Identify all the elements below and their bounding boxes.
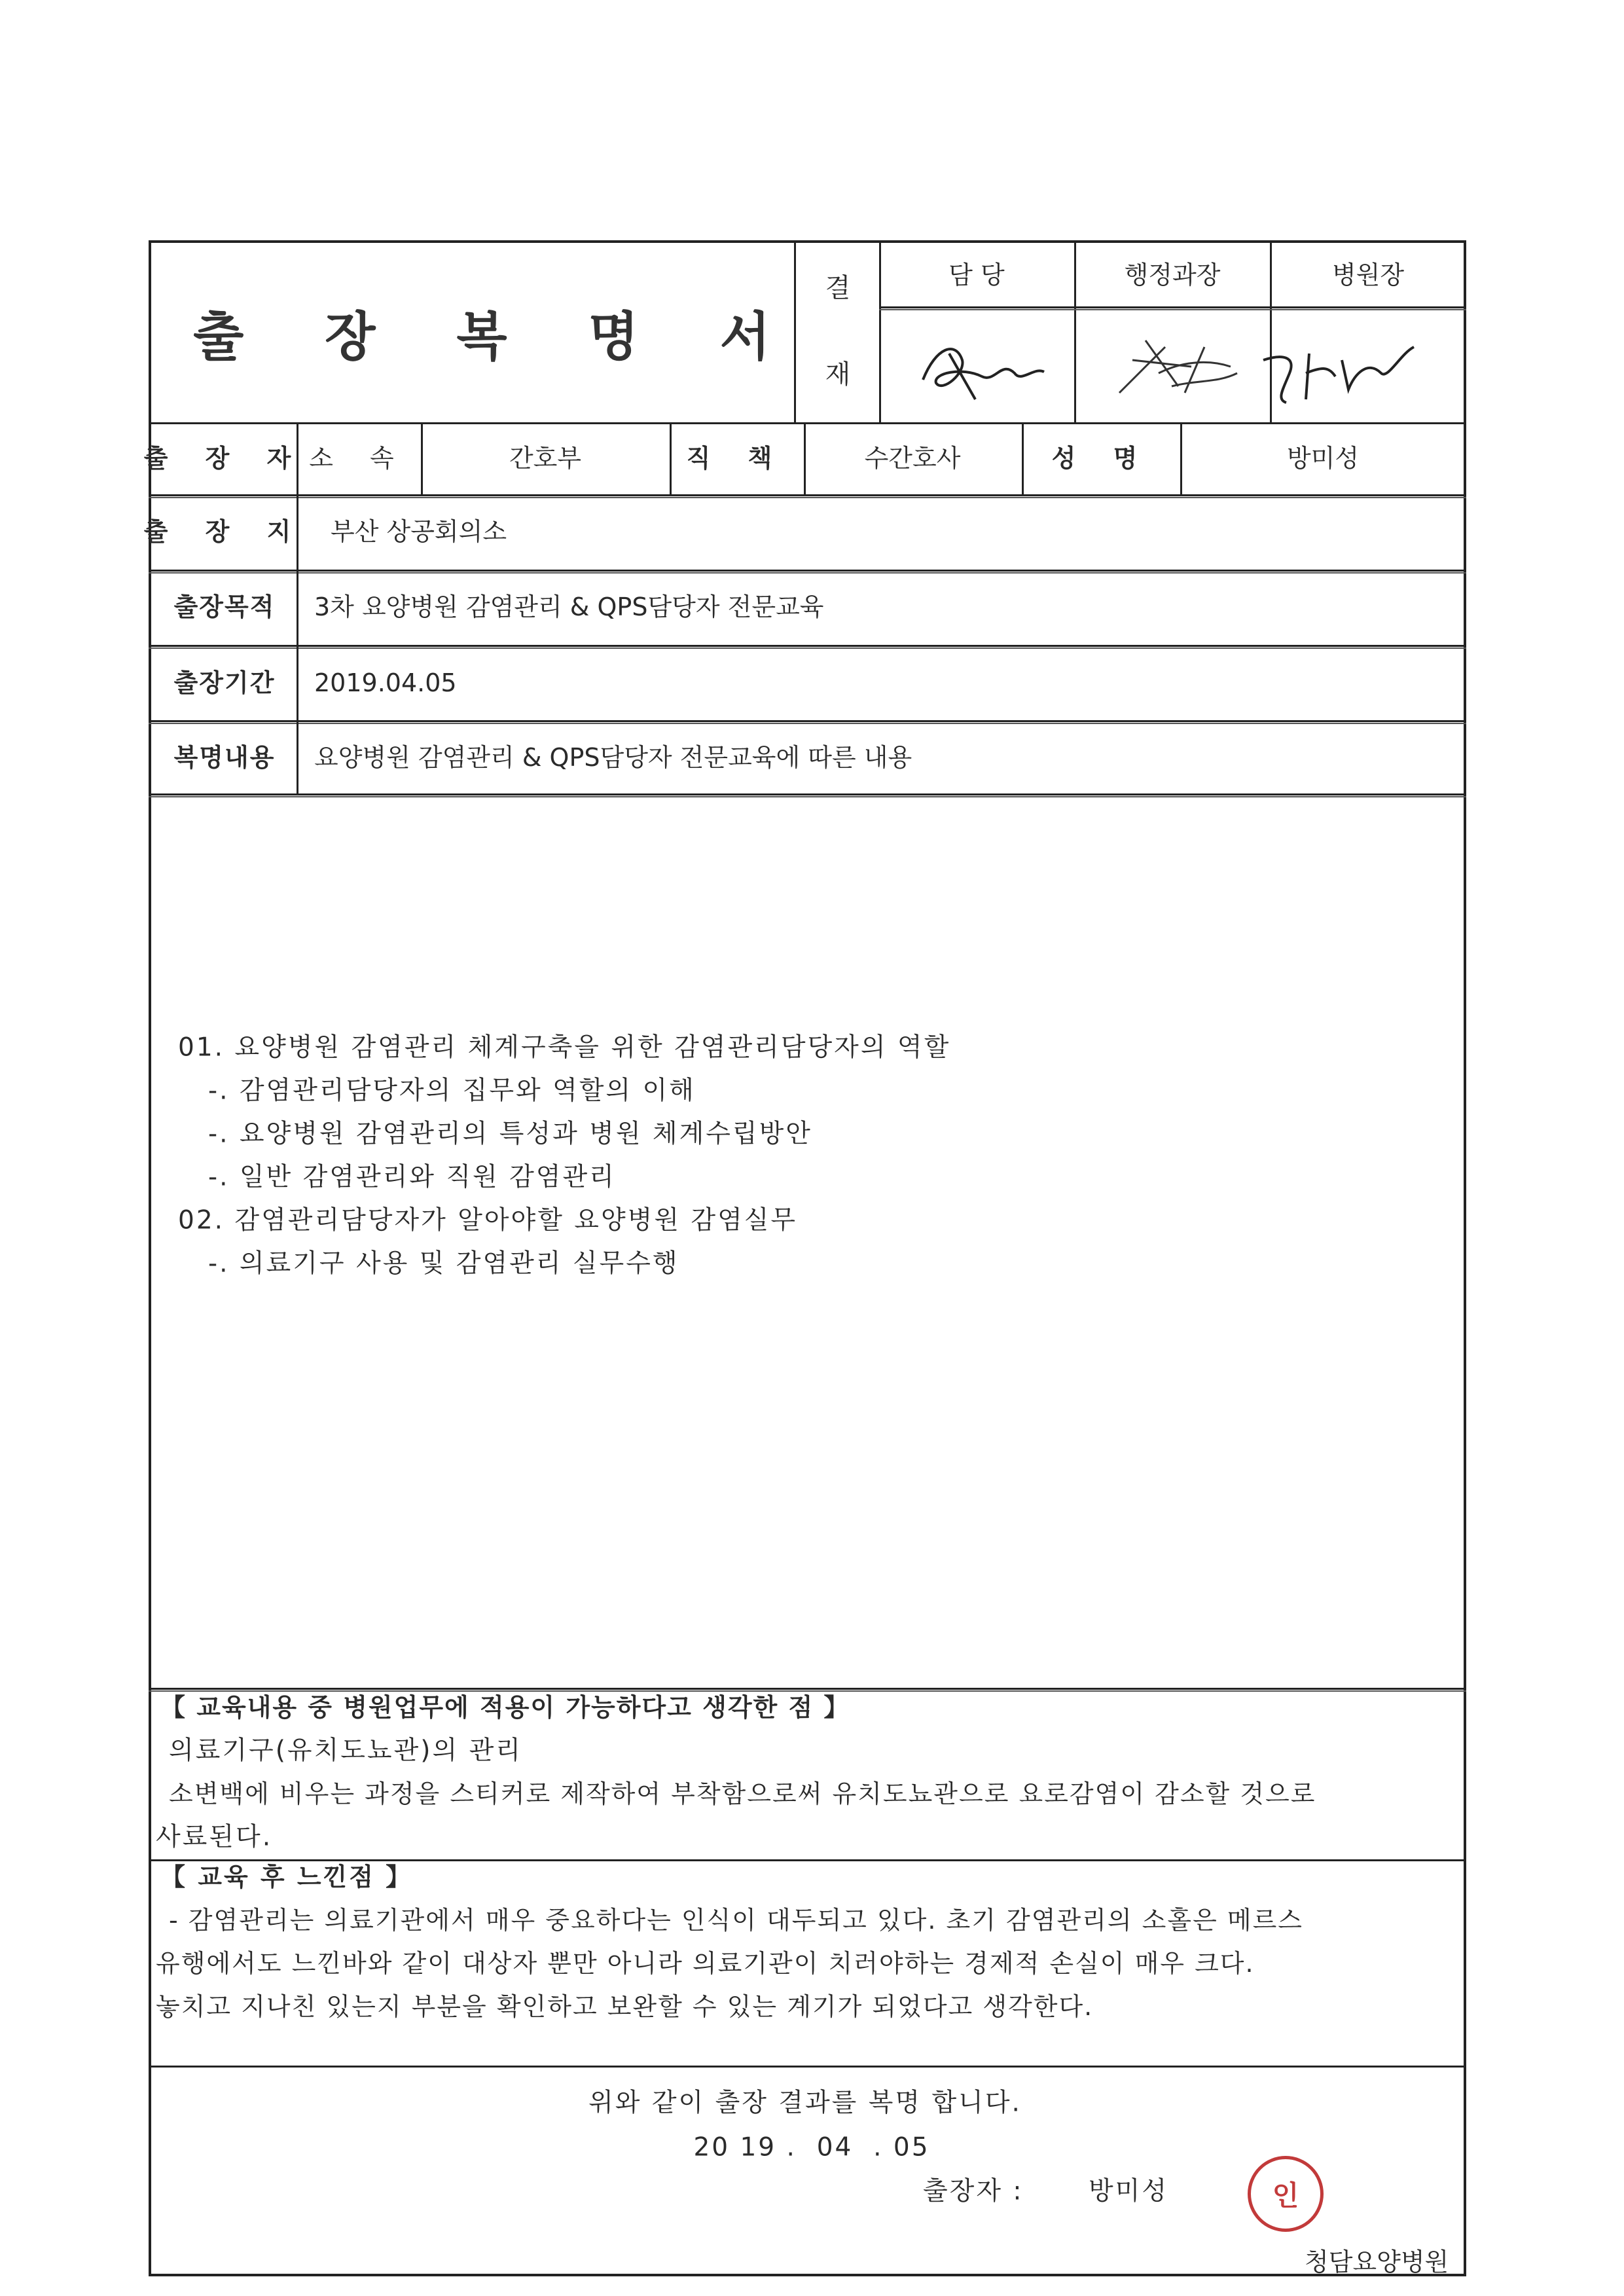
report-label: 복명내용 (173, 743, 276, 772)
content-line: -. 일반 감염관리와 직원 감염관리 (208, 1162, 616, 1192)
signer-name: 방미성 (1089, 2176, 1169, 2206)
divider (149, 1688, 1466, 1692)
divider (1180, 422, 1182, 494)
seal-text: 인 (1272, 2179, 1299, 2212)
content-line: -. 요양병원 감염관리의 특성과 병원 체계수립방안 (208, 1119, 812, 1149)
divider (149, 645, 1466, 649)
affiliation-label: 소 속 (309, 444, 408, 473)
content-line: 01. 요양병원 감염관리 체계구축을 위한 감염관리담당자의 역할 (178, 1032, 951, 1063)
name-label: 성 명 (1051, 444, 1152, 473)
divider (804, 422, 806, 494)
purpose-value: 3차 요양병원 감염관리 & QPS담당자 전문교육 (314, 592, 824, 621)
divider (149, 494, 1466, 498)
applicable-line: 사료된다. (156, 1822, 273, 1852)
divider (149, 570, 1466, 574)
seal-stamp (1248, 2156, 1324, 2232)
divider (149, 720, 1466, 724)
signature-admin-manager (1106, 321, 1257, 412)
report-value: 요양병원 감염관리 & QPS담당자 전문교육에 따른 내용 (314, 743, 912, 772)
traveler-label: 출 장 자 (143, 444, 306, 473)
name-value: 방미성 (1286, 444, 1360, 473)
impressions-line: 놓치고 지나친 있는지 부분을 확인하고 보완할 수 있는 계기가 되었다고 생각한다. (156, 1992, 1094, 2021)
approval-label-bottom: 재 (825, 359, 851, 390)
impressions-line: - 감염관리는 의료기관에서 매우 중요하다는 인식이 대두되고 있다. 초기 감염관리의 소홀은 메르스 (169, 1906, 1303, 1935)
content-line: 02. 감염관리담당자가 알아야할 요양병원 감염실무 (178, 1205, 798, 1235)
approval-label-top: 결 (825, 273, 851, 303)
approval-column-staff: 담 당 (948, 261, 1005, 289)
impressions-line: 유행에서도 느낀바와 같이 대상자 뿐만 아니라 의료기관이 치러야하는 경제적 손실이 매우 크다. (156, 1949, 1255, 1978)
hospital-name: 청담요양병원 (1305, 2248, 1449, 2276)
signature-director (1250, 327, 1427, 412)
affiliation-value: 간호부 (509, 444, 582, 473)
content-line: -. 감염관리담당자의 집무와 역할의 이해 (208, 1076, 696, 1106)
divider (149, 2066, 1466, 2068)
divider (879, 306, 1466, 310)
divider (149, 1859, 1466, 1861)
applicable-line: 의료기구(유치도뇨관)의 관리 (169, 1736, 522, 1766)
document-title: 출 장 복 명 서 (193, 306, 802, 367)
divider (670, 422, 672, 494)
approval-column-admin-manager: 행정과장 (1124, 261, 1221, 289)
purpose-label: 출장목적 (173, 592, 276, 621)
period-value: 2019.04.05 (314, 668, 457, 697)
divider (421, 422, 423, 494)
applicable-line: 소변백에 비우는 과정을 스티커로 제작하여 부착함으로써 유치도뇨관으로 요로감염이 감소할 것으로 (169, 1779, 1316, 1808)
divider (1022, 422, 1024, 494)
closing-statement: 위와 같이 출장 결과를 복명 합니다. (588, 2088, 1022, 2118)
applicable-heading: 【 교육내용 중 병원업무에 적용이 가능하다고 생각한 점 】 (160, 1693, 850, 1722)
position-value: 수간호사 (864, 444, 961, 473)
position-label: 직 책 (686, 444, 787, 473)
signature-staff (903, 321, 1054, 412)
signer-label: 출장자 : (923, 2176, 1024, 2206)
destination-label: 출 장 지 (143, 517, 306, 546)
divider (1074, 240, 1076, 422)
impressions-heading: 【 교육 후 느낀점 】 (160, 1863, 413, 1891)
period-label: 출장기간 (173, 668, 276, 697)
approval-column-director: 병원장 (1331, 261, 1405, 289)
divider (149, 422, 1466, 424)
divider (297, 422, 298, 793)
divider (879, 240, 881, 422)
destination-value: 부산 상공회의소 (331, 517, 507, 546)
closing-date: 20 19 . 04 . 05 (693, 2132, 930, 2162)
divider (149, 793, 1466, 797)
content-line: -. 의료기구 사용 및 감염관리 실무수행 (208, 1248, 679, 1279)
